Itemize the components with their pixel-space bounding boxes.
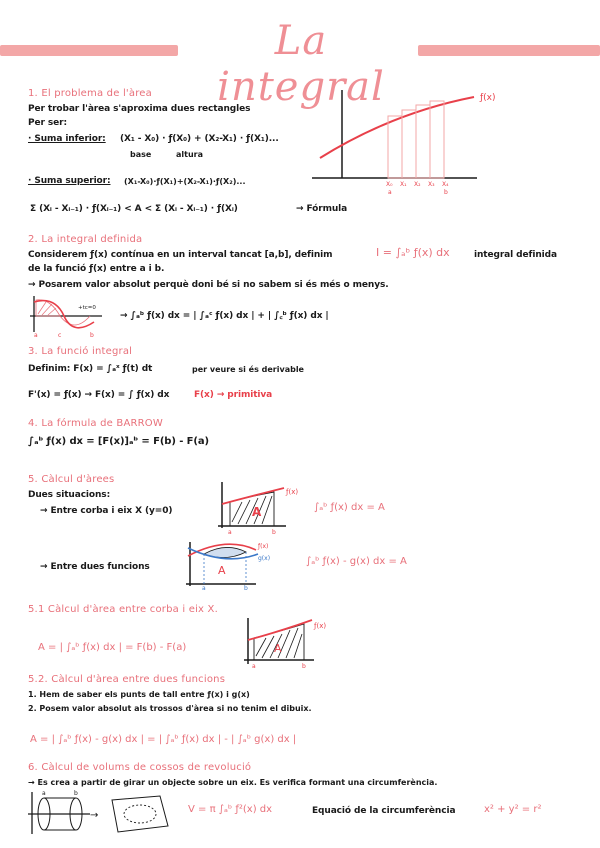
s3-line2: F'(x) = ƒ(x) → F(x) = ∫ ƒ(x) dx [28,390,170,400]
s2-integral-def: I = ∫ₐᵇ ƒ(x) dx [376,246,450,259]
s1-line1: Per trobar l'àrea s'aproxima dues rectangles [28,104,251,114]
tick-x2: X₂ [414,181,421,188]
sign-change-label: +tc=0 [78,305,96,311]
sign-b-label: b [90,332,94,339]
area-two-functions-graph [186,540,276,590]
s1-inf-label: · Suma inferior: [28,134,106,144]
s6-eq-label: Equació de la circumferència [312,806,456,816]
s1-line2: Per ser: [28,118,67,128]
section-5-heading: 5. Càlcul d'àrees [28,474,115,485]
s1-formula-arrow: → Fórmula [296,204,348,214]
section-51-heading: 5.1 Càlcul d'àrea entre corba i eix X. [28,604,218,615]
tick-a: a [228,529,232,536]
s5-case1: → Entre corba i eix X (y=0) [40,506,173,516]
section-52-heading: 5.2. Càlcul d'àrea entre dues funcions [28,674,226,685]
riemann-sum-graph [312,88,512,198]
riemann-rectangles [388,101,444,178]
tick-x1: X₁ [400,181,407,188]
graph-gx-label: g(x) [258,555,271,562]
s5-case2: → Entre dues funcions [40,562,150,572]
s6-circle-equation: x² + y² = r² [484,804,542,815]
s3-primitive: F(x) → primitiva [194,390,273,400]
area-A-label: A [218,564,226,577]
graph-fx-label: ƒ(x) [286,488,299,496]
section-4-heading: 4. La fórmula de BARROW [28,418,163,429]
s1-sup-formula: (X₁-X₀)·ƒ(X₁)+(X₂-X₁)·ƒ(X₂)... [124,177,246,186]
tick-a: a [202,585,206,592]
s52-formula: A = | ∫ₐᵇ ƒ(x) - g(x) dx | = | ∫ₐᵇ ƒ(x) dx | - | ∫ₐᵇ g(x) dx | [30,734,297,745]
s52-line2: 2. Posem valor absolut als trossos d'àrea si no tenim el dibuix. [28,704,312,713]
tick-b: b [272,529,276,536]
area-A-label: A [252,505,262,519]
graph-fx-label: ƒ(x) [480,93,496,103]
s5-case2-eq: ∫ₐᵇ ƒ(x) - g(x) dx = A [306,556,407,567]
s2-line1: Considerem ƒ(x) contínua en un interval tancat [a,b], definim [28,250,333,260]
tick-b: b [302,663,306,670]
sign-c-label: c [58,332,62,339]
s2-equation: → ∫ₐᵇ ƒ(x) dx = | ∫ₐᶜ ƒ(x) dx | + | ∫꜀ᵇ ƒ(x) dx | [120,311,329,321]
fx-curve [320,97,474,158]
area-curve-axis-graph-2 [244,618,334,670]
s4-barrow-formula: ∫ₐᵇ ƒ(x) dx = [F(x)]ₐᵇ = F(b) - F(a) [28,436,209,447]
banner-bar-right [418,45,600,56]
sign-change-graph [30,296,110,338]
s2-integral-label: integral definida [474,250,557,260]
revolution-solid-figure [28,788,178,838]
tick-x0: X₀ [386,181,393,188]
s1-base-label: base [130,150,152,159]
tick-b: b [244,585,248,592]
s5-case1-eq: ∫ₐᵇ ƒ(x) dx = A [314,502,385,513]
s1-sum-formula: Σ (Xᵢ - Xᵢ₋₁) · ƒ(Xᵢ₋₁) < A < Σ (Xᵢ - Xᵢ₋₁) · ƒ(Xᵢ) [30,204,238,214]
section-6-heading: 6. Càlcul de volums de cossos de revolució [28,762,252,773]
banner-bar-left [0,45,178,56]
s2-line3: → Posarem valor absolut perquè doni bé si no sabem si és més o menys. [28,280,389,290]
area-curve-axis-graph-1 [218,482,306,534]
graph-fx-label: ƒ(x) [314,622,327,630]
s2-line2: de la funció ƒ(x) entre a i b. [28,264,165,274]
section-2-heading: 2. La integral definida [28,234,143,245]
s1-sup-label: · Suma superior: [28,176,111,186]
section-3-heading: 3. La funció integral [28,346,133,357]
sign-a-label: a [34,332,38,339]
tick-b: b [444,189,448,196]
tick-x4: X₄ [442,181,449,188]
s5-line1: Dues situacions: [28,490,111,500]
s6-volume-formula: V = π ∫ₐᵇ ƒ²(x) dx [188,804,273,815]
s52-line1: 1. Hem de saber els punts de tall entre ƒ(x) i g(x) [28,690,250,699]
s3-line1-note: per veure si és derivable [192,365,304,374]
graph-fx-label: ƒ(x) [258,543,269,550]
s1-altura-label: altura [176,150,204,159]
tick-a: a [252,663,256,670]
s1-inf-formula: (X₁ - X₀) · ƒ(X₀) + (X₂-X₁) · ƒ(X₁)... [120,134,279,144]
tick-a: a [388,189,392,196]
svg-text:→: → [90,810,99,821]
tick-x3: X₃ [428,181,435,188]
page-title: La integral [217,18,385,110]
s51-formula: A = | ∫ₐᵇ ƒ(x) dx | = F(b) - F(a) [38,642,187,653]
revolution-b-label: b [74,790,78,797]
revolution-a-label: a [42,790,46,797]
s6-line1: → Es crea a partir de girar un objecte sobre un eix. Es verifica formant una circumferència. [28,778,438,787]
area-A-label: A [274,642,282,655]
section-1-heading: 1. El problema de l'àrea [28,88,152,99]
s3-line1: Definim: F(x) = ∫ₐˣ ƒ(t) dt [28,364,153,374]
